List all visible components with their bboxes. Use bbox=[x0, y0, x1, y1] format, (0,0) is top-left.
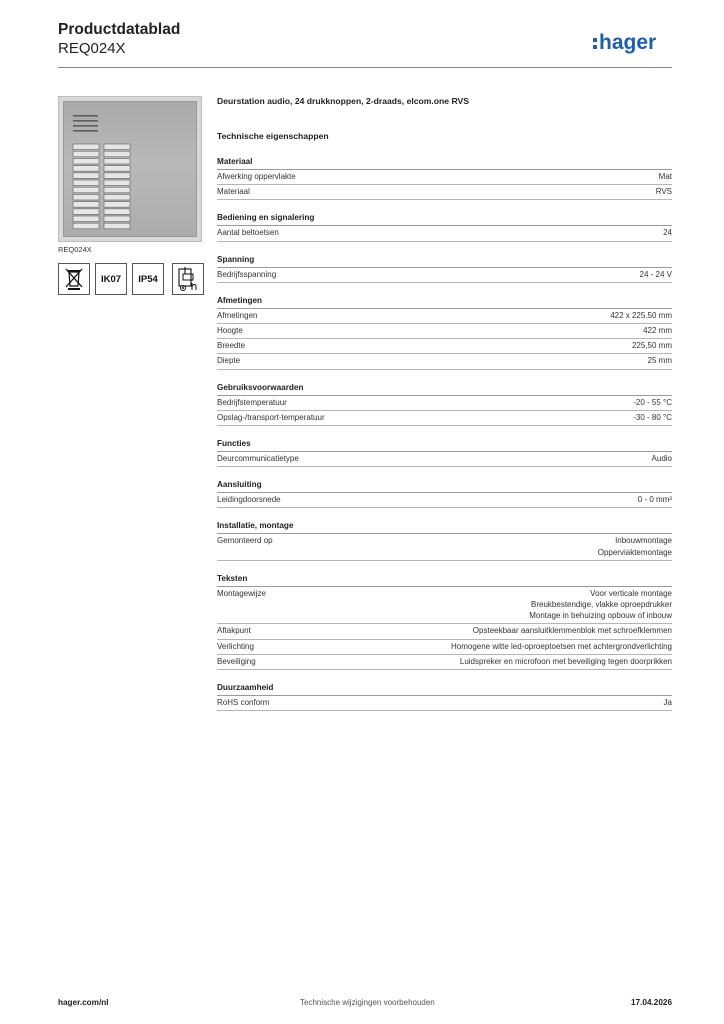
call-button bbox=[73, 173, 99, 179]
spec-value-line: Luidspreker en microfoon met beveiliging tegen doorprikken bbox=[459, 656, 672, 666]
call-button bbox=[104, 158, 130, 164]
spec-value bbox=[664, 697, 672, 708]
spec-label: Breedte bbox=[217, 341, 246, 351]
spec-value-line: Audio bbox=[651, 454, 672, 464]
spec-label: Bedrijfsspanning bbox=[217, 269, 277, 279]
call-button bbox=[73, 144, 99, 150]
spec-value-line: 225,50 mm bbox=[631, 341, 672, 351]
section-gap bbox=[217, 561, 672, 572]
spec-label: Diepte bbox=[217, 356, 241, 366]
spec-value-line: Breukbestendige, vlakke oproepdrukker bbox=[531, 600, 672, 610]
spec-row bbox=[217, 411, 672, 426]
door-station-panel-icon bbox=[63, 101, 197, 237]
spec-value-line: 422 x 225.50 mm bbox=[610, 310, 672, 320]
call-button bbox=[73, 187, 99, 193]
section-gap bbox=[217, 670, 672, 681]
spec-label: Materiaal bbox=[217, 187, 250, 197]
spec-label: Afwerking oppervlakte bbox=[217, 172, 296, 181]
spec-value bbox=[659, 171, 672, 182]
spec-row bbox=[217, 640, 672, 655]
footer-disclaimer: Technische wijzigingen voorbehouden bbox=[300, 998, 435, 1007]
spec-row bbox=[217, 268, 672, 283]
spec-value-line: 422 mm bbox=[643, 326, 672, 336]
section-title: Aansluiting bbox=[217, 478, 672, 493]
call-button bbox=[104, 144, 130, 150]
spec-label: Aftakpunt bbox=[217, 626, 251, 636]
call-button bbox=[73, 194, 99, 200]
spec-value bbox=[648, 355, 672, 366]
spec-label: RoHS conform bbox=[217, 698, 270, 708]
spec-row bbox=[217, 309, 672, 324]
spec-row bbox=[217, 396, 672, 411]
spec-value bbox=[638, 494, 672, 505]
section-gap bbox=[217, 242, 672, 253]
section-title: Functies bbox=[217, 437, 672, 452]
product-image bbox=[58, 96, 202, 242]
spec-value-line: 25 mm bbox=[647, 356, 672, 366]
spec-value-line: 24 bbox=[663, 228, 672, 238]
spec-value-line: Ja bbox=[663, 698, 672, 708]
spec-row bbox=[217, 534, 672, 560]
ik07-badge: IK07 bbox=[95, 263, 127, 295]
spec-label: Hoogte bbox=[217, 326, 243, 336]
spec-label: Opslag-/transport-temperatuur bbox=[217, 412, 325, 422]
product-code: REQ024X bbox=[58, 40, 126, 57]
call-button bbox=[73, 223, 99, 229]
spec-value-line: -30 - 80 °C bbox=[633, 412, 672, 422]
ip54-badge: IP54 bbox=[132, 263, 164, 295]
flush-mount-icon bbox=[172, 263, 204, 295]
spec-value bbox=[610, 310, 672, 321]
spec-value bbox=[473, 625, 672, 636]
spec-value bbox=[652, 453, 672, 464]
spec-row bbox=[217, 226, 672, 241]
footer-date: 17.04.2026 bbox=[631, 998, 672, 1007]
spec-value bbox=[632, 340, 672, 351]
spec-value-line: 0 - 0 mm² bbox=[637, 495, 672, 505]
section-title: Gebruiksvoorwaarden bbox=[217, 381, 672, 396]
brand-text: hager bbox=[599, 31, 657, 54]
section-gap bbox=[217, 426, 672, 437]
call-button bbox=[73, 166, 99, 172]
section-gap bbox=[217, 200, 672, 211]
spec-value bbox=[529, 588, 672, 622]
spec-value bbox=[663, 227, 672, 238]
spec-value-line: Montage in behuizing opbouw of inbouw bbox=[529, 611, 672, 621]
call-button bbox=[73, 202, 99, 208]
spec-row bbox=[217, 185, 672, 200]
spec-row bbox=[217, 354, 672, 369]
spec-value-line: Inbouwmontage bbox=[615, 536, 672, 546]
spec-label: Montagewijze bbox=[217, 588, 266, 598]
spec-value bbox=[451, 641, 672, 652]
section-title: Bediening en signalering bbox=[217, 211, 672, 226]
spec-row bbox=[217, 324, 672, 339]
spec-value bbox=[643, 325, 672, 336]
spec-value-line: Opperviaktemontage bbox=[597, 547, 672, 557]
spec-value-line: 24 - 24 V bbox=[639, 269, 672, 279]
spec-label: Gemonteerd op bbox=[217, 536, 273, 546]
spec-value bbox=[460, 656, 672, 667]
call-button bbox=[104, 173, 130, 179]
spec-row bbox=[217, 493, 672, 508]
section-title: Installatie, montage bbox=[217, 519, 672, 534]
image-caption: REQ024X bbox=[58, 245, 92, 254]
call-button bbox=[104, 223, 130, 229]
section-gap bbox=[217, 370, 672, 381]
spec-label: Beveiliging bbox=[217, 656, 256, 666]
spec-row bbox=[217, 587, 672, 625]
speaker-grille-icon bbox=[73, 115, 98, 132]
call-button bbox=[104, 187, 130, 193]
section-title: Materiaal bbox=[217, 155, 672, 170]
call-button bbox=[73, 209, 99, 215]
spec-row bbox=[217, 696, 672, 711]
product-description: Deurstation audio, 24 drukknoppen, 2-draads, elcom.one RVS bbox=[217, 96, 469, 106]
call-button bbox=[104, 194, 130, 200]
call-button bbox=[73, 180, 99, 186]
spec-value bbox=[598, 535, 672, 557]
spec-row bbox=[217, 452, 672, 467]
spec-label: Bedrijfstemperatuur bbox=[217, 397, 287, 407]
spec-value bbox=[656, 186, 672, 197]
spec-row bbox=[217, 339, 672, 354]
technical-properties-title: Technische eigenschappen bbox=[217, 131, 329, 141]
page-title: Productdatablad bbox=[58, 21, 181, 38]
call-button bbox=[104, 180, 130, 186]
call-button bbox=[73, 158, 99, 164]
header-divider bbox=[58, 67, 672, 68]
hager-logo bbox=[592, 28, 674, 58]
section-gap bbox=[217, 508, 672, 519]
call-button bbox=[104, 216, 130, 222]
spec-value-line: Voor verticale montage bbox=[590, 588, 672, 598]
call-button bbox=[104, 202, 130, 208]
spec-value bbox=[633, 397, 672, 408]
spec-value-line: Homogene witte led-oproeptoetsen met achtergrondverlichting bbox=[450, 641, 672, 651]
spec-value bbox=[640, 269, 672, 280]
spec-value-line: Mat bbox=[658, 172, 672, 181]
spec-label: Deurcommunicatietype bbox=[217, 454, 299, 464]
spec-value-line: Opsteekbaar aansluitklemmenblok met schroefklemmen bbox=[472, 626, 672, 636]
call-button bbox=[104, 209, 130, 215]
call-button-grid bbox=[73, 144, 130, 229]
weee-bin-icon bbox=[58, 263, 90, 295]
spec-label: Leidingdoorsnede bbox=[217, 495, 281, 505]
spec-row bbox=[217, 624, 672, 639]
spec-value bbox=[633, 412, 672, 423]
call-button bbox=[73, 151, 99, 157]
spec-label: Aantal beltoetsen bbox=[217, 228, 279, 238]
spec-value-line: -20 - 55 °C bbox=[633, 397, 672, 407]
spec-table bbox=[217, 155, 672, 711]
spec-row bbox=[217, 170, 672, 185]
footer-website[interactable]: hager.com/nl bbox=[58, 998, 109, 1007]
spec-row bbox=[217, 655, 672, 670]
section-title: Afmetingen bbox=[217, 294, 672, 309]
call-button bbox=[104, 166, 130, 172]
spec-value-line: RVS bbox=[655, 187, 672, 197]
section-title: Spanning bbox=[217, 253, 672, 268]
spec-label: Verlichting bbox=[217, 641, 254, 651]
spec-label: Afmetingen bbox=[217, 310, 258, 320]
section-gap bbox=[217, 283, 672, 294]
call-button bbox=[73, 216, 99, 222]
section-title: Teksten bbox=[217, 572, 672, 587]
section-title: Duurzaamheid bbox=[217, 681, 672, 696]
call-button bbox=[104, 151, 130, 157]
section-gap bbox=[217, 467, 672, 478]
